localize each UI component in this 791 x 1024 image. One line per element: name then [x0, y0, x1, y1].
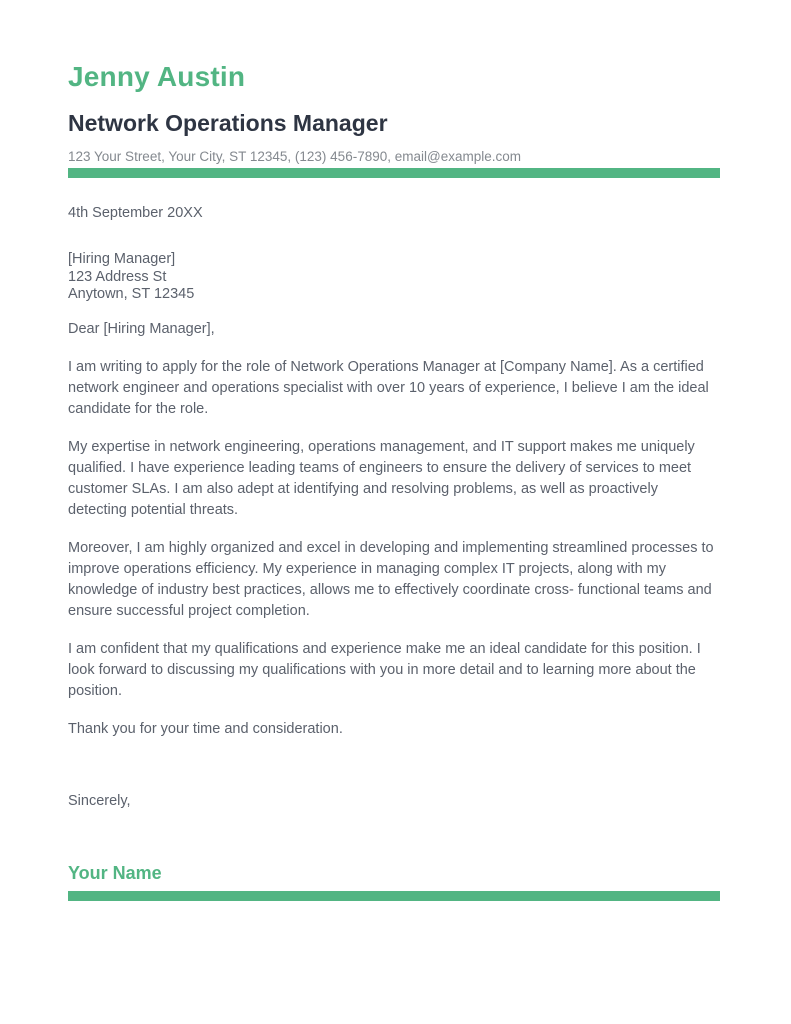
- closing: Sincerely,: [68, 792, 131, 809]
- recipient-address-line2: Anytown, ST 12345: [68, 286, 195, 303]
- recipient-name: [Hiring Manager]: [68, 251, 176, 268]
- body-paragraph: I am writing to apply for the role of Network Operations Manager at [Company Name]. As a certified network engineer and operations specialist with over 10 years of experience, I believe I am the ideal candidate for the role.: [68, 358, 709, 417]
- recipient-block: [68, 251, 720, 304]
- body-paragraph: Thank you for your time and consideration.: [68, 720, 343, 737]
- letter-body: [68, 203, 720, 901]
- contact-line: 123 Your Street, Your City, ST 12345, (123) 456-7890, email@example.com: [68, 149, 521, 165]
- applicant-name: Jenny Austin: [68, 61, 246, 92]
- salutation: Dear [Hiring Manager],: [68, 320, 215, 337]
- header-accent-bar: [68, 168, 720, 178]
- body-paragraph: Moreover, I am highly organized and excel in developing and implementing streamlined processes to improve operations efficiency. My experience in managing complex IT projects, along with my knowledge of industry best practices, allows me to effectively coordinate cross- functional teams and ensure successful project completion.: [68, 539, 714, 619]
- body-paragraph: My expertise in network engineering, operations management, and IT support makes me uniquely qualified. I have experience leading teams of engineers to ensure the delivery of services to meet customer SLAs. I am also adept at identifying and resolving problems, as well as proactively detecting potential threats.: [68, 438, 695, 518]
- body-paragraph: I am confident that my qualifications and experience make me an ideal candidate for this position. I look forward to discussing my qualifications with you in more detail and to learning more about the position.: [68, 640, 701, 699]
- job-title: Network Operations Manager: [68, 109, 388, 136]
- letter-header: [68, 62, 720, 178]
- recipient-address-line1: 123 Address St: [68, 268, 167, 285]
- signature-name: Your Name: [68, 862, 162, 883]
- footer-accent-bar: [68, 891, 720, 901]
- letter-date: 4th September 20XX: [68, 205, 203, 222]
